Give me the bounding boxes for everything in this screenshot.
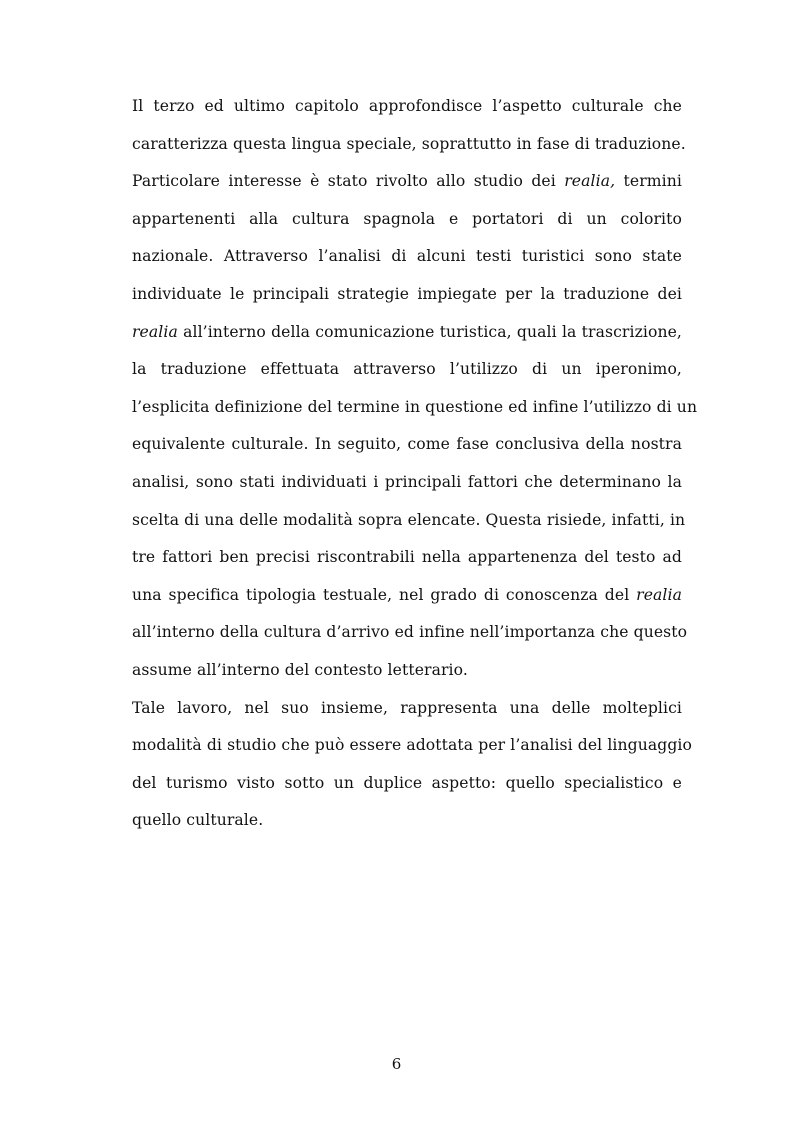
text-segment: quello culturale. (132, 811, 264, 830)
text-segment: caratterizza questa lingua speciale, soprattutto in fase di traduzione. (132, 134, 686, 153)
text-segment: tre fattori ben precisi riscontrabili nella appartenenza del testo ad (132, 548, 682, 567)
text-segment: del turismo visto sotto un duplice aspetto: quello specialistico e (132, 773, 682, 792)
text-segment: Il terzo ed ultimo capitolo approfondisce l’aspetto culturale che (132, 97, 682, 115)
text-segment: assume all’interno del contesto letterario. (132, 660, 468, 679)
text-line (132, 389, 698, 427)
page-number: 6 (391, 1055, 402, 1073)
text-line (132, 201, 682, 239)
text-segment: Tale lavoro, nel suo insieme, rappresenta una delle molteplici (132, 698, 682, 717)
text-line (132, 238, 682, 276)
text-line (132, 502, 686, 540)
text-line (132, 577, 682, 615)
paragraph (132, 690, 693, 840)
text-line (132, 126, 686, 164)
text-segment: all’interno della comunicazione turistica, quali la trascrizione, (177, 322, 682, 341)
text-segment: individuate le principali strategie impiegate per la traduzione dei (132, 284, 682, 303)
text-segment: l’esplicita definizione del termine in questione ed infine l’utilizzo di un (132, 397, 698, 416)
text-segment: scelta di una delle modalità sopra elencate. Questa risiede, infatti, in (132, 510, 686, 529)
text-segment: appartenenti alla cultura spagnola e portatori di un colorito (132, 209, 682, 228)
text-line (132, 802, 682, 840)
text-segment: Particolare interesse è stato rivolto allo studio dei (132, 172, 565, 191)
text-segment: all’interno della cultura d’arrivo ed infine nell’importanza che questo (132, 623, 688, 642)
text-segment: la traduzione effettuata attraverso l’utilizzo di un iperonimo, (132, 360, 682, 379)
text-line (132, 276, 682, 314)
paragraph (132, 88, 698, 690)
text-line (132, 351, 682, 389)
text-segment: una specifica tipologia testuale, nel grado di conoscenza del (132, 585, 637, 604)
text-line (132, 539, 682, 577)
text-segment: modalità di studio che può essere adottata per l’analisi del linguaggio (132, 736, 693, 755)
text-line (132, 614, 688, 652)
text-segment: analisi, sono stati individuati i principali fattori che determinano la (132, 472, 682, 491)
text-segment: nazionale. Attraverso l’analisi di alcuni testi turistici sono state (132, 247, 682, 266)
text-line (132, 727, 693, 765)
text-line (132, 314, 682, 352)
text-line (132, 88, 682, 126)
text-line (132, 426, 682, 464)
body-text (132, 88, 698, 840)
italic-term: realia (132, 322, 178, 341)
text-line (132, 765, 682, 803)
italic-term: realia, (564, 172, 616, 191)
text-segment: termini (615, 172, 682, 191)
text-line (132, 464, 682, 502)
italic-term: realia (636, 585, 682, 604)
text-segment: equivalente culturale. In seguito, come fase conclusiva della nostra (132, 435, 682, 454)
text-line (132, 163, 682, 201)
text-line (132, 690, 682, 728)
text-line (132, 652, 682, 690)
